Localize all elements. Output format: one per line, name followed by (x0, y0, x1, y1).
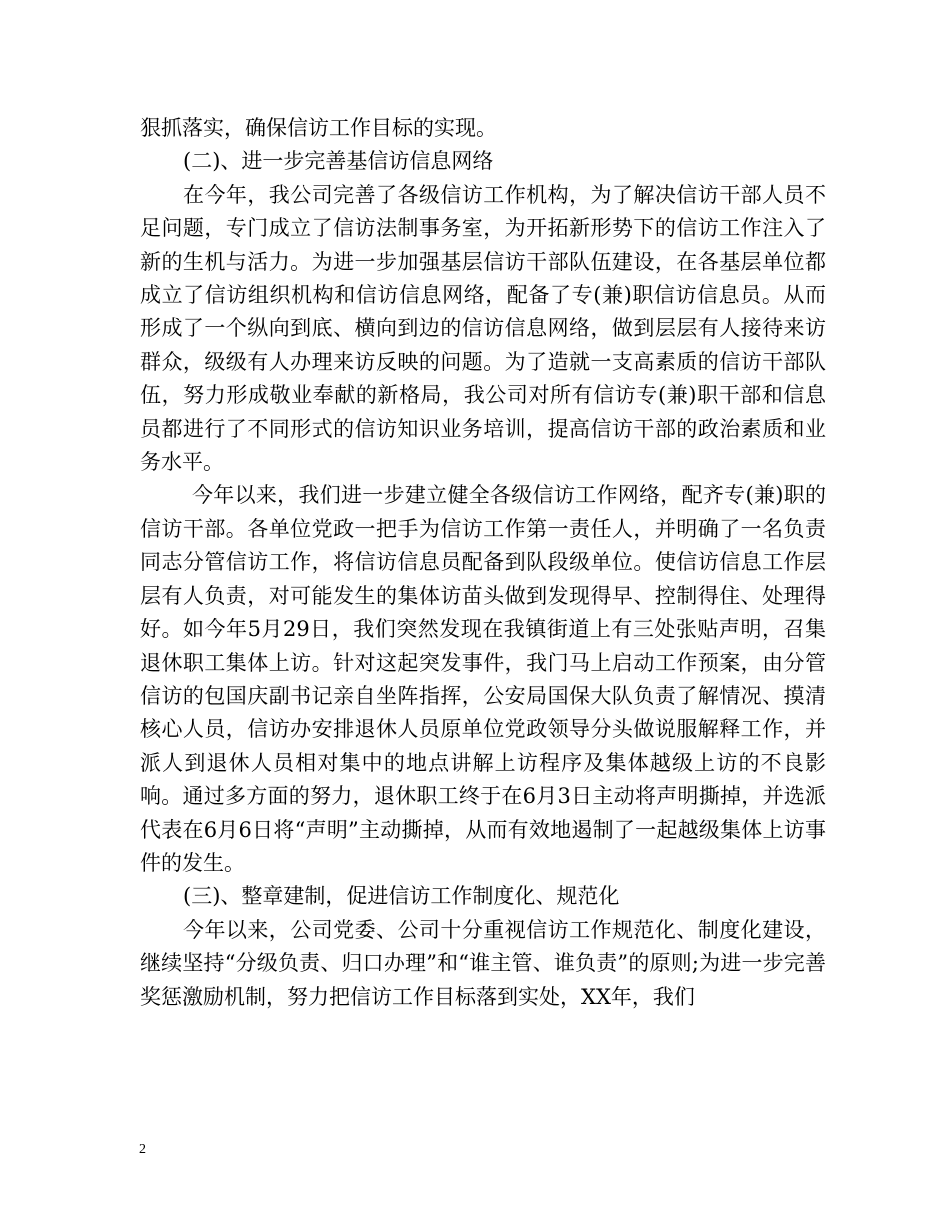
paragraph-this-year: 今年以来，我们进一步建立健全各级信访工作网络，配齐专(兼)职的信访干部。各单位党政一把手为信访工作第一责任人，并明确了一名负责同志分管信访工作，将信访信息员配备到队段级单位。使信访信息工作层层有人负责，对可能发生的集体访苗头做到发现得早、控制得住、处理得好。如今年5月29日，我们突然发现在我镇街道上有三处张贴声明，召集退休职工集体上访。针对这起突发事件，我门马上启动工作预案，由分管信访的包国庆副书记亲自坐阵指挥，公安局国保大队负责了解情况、摸清核心人员，信访办安排退休人员原单位党政领导分头做说服解释工作，并派人到退休人员相对集中的地点讲解上访程序及集体越级上访的不良影响。通过多方面的努力，退休职工终于在6月3日主动将声明撕掉，并选派代表在6月6日将“声明”主动撕掉，从而有效地遏制了一起越级集体上访事件的发生。 (140, 483, 826, 875)
paragraph-regulation: 今年以来，公司党委、公司十分重视信访工作规范化、制度化建设，继续坚持“分级负责、归口办理”和“谁主管、谁负责”的原则;为进一步完善奖惩激励机制，努力把信访工作目标落到实处，XX年，我们 (140, 917, 826, 1009)
section-heading-3: (三)、整章建制，促进信访工作制度化、规范化 (183, 884, 620, 909)
document-body (140, 112, 826, 1014)
page-number: 2 (139, 1142, 146, 1157)
paragraph-continuation: 狠抓落实，确保信访工作目标的实现。 (140, 116, 497, 140)
paragraph-network: 在今年，我公司完善了各级信访工作机构，为了解决信访干部人员不足问题，专门成立了信访法制事务室，为开拓新形势下的信访工作注入了新的生机与活力。为进一步加强基层信访干部队伍建设，在各基层单位都成立了信访组织机构和信访信息网络，配备了专(兼)职信访信息员。从而形成了一个纵向到底、横向到边的信访信息网络，做到层层有人接待来访群众，级级有人办理来访反映的问题。为了造就一支高素质的信访干部队伍，努力形成敬业奉献的新格局，我公司对所有信访专(兼)职干部和信息员都进行了不同形式的信访知识业务培训，提高信访干部的政治素质和业务水平。 (140, 182, 826, 475)
section-heading-2: (二)、进一步完善基信访信息网络 (183, 149, 494, 174)
